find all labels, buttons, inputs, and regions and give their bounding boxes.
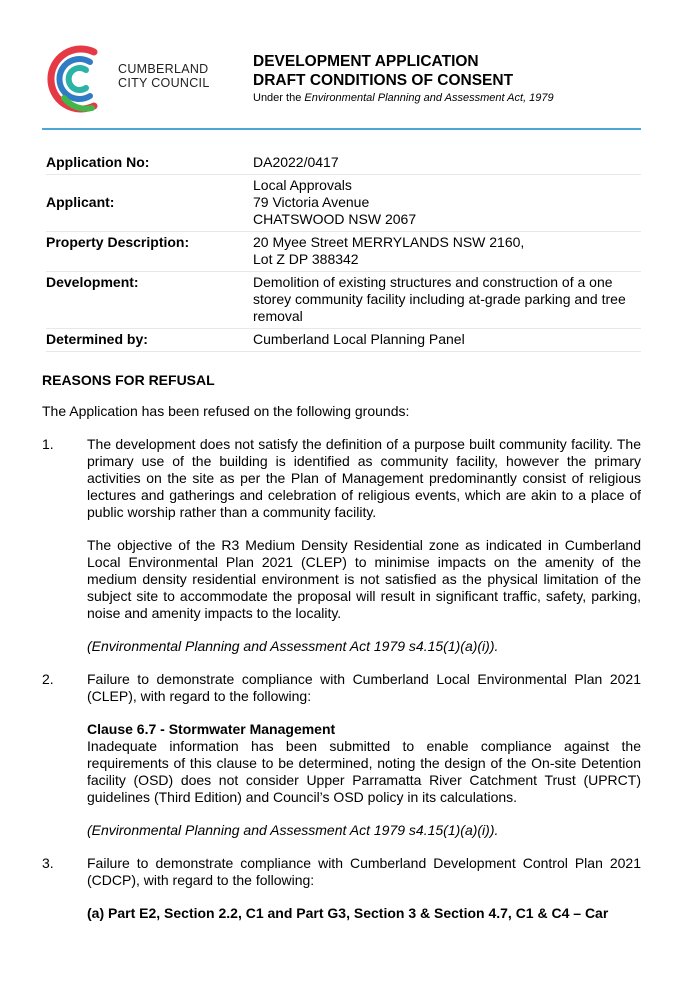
detail-row-applicant: [46, 175, 641, 232]
detail-value: DA2022/0417: [253, 154, 339, 170]
detail-row-development: [46, 272, 641, 329]
detail-label: Application No:: [46, 154, 150, 170]
reason-item-1: [42, 436, 641, 655]
reason-item-3: [42, 855, 641, 922]
subtitle: [253, 92, 554, 104]
reason-reference: (Environmental Planning and Assessment Act 1979 s4.15(1)(a)(i)).: [87, 822, 499, 838]
detail-value: Demolition of existing structures and construction of a one storey community facility including at-grade parking and tree removal: [253, 274, 626, 324]
detail-label: Property Description:: [46, 234, 190, 250]
refusal-reasons: [42, 372, 641, 938]
detail-label: Development:: [46, 274, 139, 290]
detail-value: Cumberland Local Planning Panel: [253, 331, 465, 347]
reason-number: 1.: [42, 436, 54, 452]
detail-row-determined-by: [46, 329, 641, 352]
subtitle-prefix: Under the: [253, 92, 305, 104]
reason-paragraph: Failure to demonstrate compliance with Cumberland Development Control Plan 2021 (CDCP), with regard to the following:: [87, 855, 641, 888]
logo-line-2: CITY COUNCIL: [118, 76, 210, 90]
detail-row-application-no: [46, 152, 641, 175]
clause-heading: Clause 6.7 - Stormwater Management: [87, 721, 336, 737]
header-divider: [42, 128, 641, 130]
council-logo: [46, 40, 226, 120]
reason-content: [87, 436, 641, 655]
council-logo-icon: [46, 40, 116, 118]
clause-heading: (a) Part E2, Section 2.2, C1 and Part G3, Section 3 & Section 4.7, C1 & C4 – Car: [87, 905, 609, 921]
reason-paragraph: Inadequate information has been submitted to enable compliance against the requirements of this clause to be determined, noting the design of the On-site Detention facility (OSD) does not consider Upper Parramatta River Catchment Trust (UPRCT) guidelines (Third Edition) and Council’s OSD policy in its calculations.: [87, 738, 641, 805]
title-line-1: DEVELOPMENT APPLICATION: [253, 53, 479, 70]
reason-number: 3.: [42, 855, 54, 871]
reason-number: 2.: [42, 671, 54, 687]
reason-paragraph: The objective of the R3 Medium Density Residential zone as indicated in Cumberland Local Environmental Plan 2021 (CLEP) to minimise impacts on the amenity of the medium density residential environment is not satisfied as the physical limitation of the subject site to accommodate the proposal will result in significant traffic, safety, parking, noise and amenity impacts to the locality.: [87, 537, 641, 621]
application-details: [46, 152, 641, 352]
reason-item-2: [42, 671, 641, 839]
document-titles: [253, 52, 554, 104]
detail-label: Determined by:: [46, 331, 148, 347]
detail-label: Applicant:: [46, 194, 115, 210]
reason-paragraph: Failure to demonstrate compliance with Cumberland Local Environmental Plan 2021 (CLEP), with regard to the following:: [87, 671, 641, 704]
reason-paragraph: The development does not satisfy the definition of a purpose built community facility. The primary use of the building is identified as community facility, however the primary activities on the site as per the Plan of Management predominantly consist of religious lectures and gatherings and celebration of religious events, which are akin to a place of public worship rather than a community facility.: [87, 436, 641, 520]
intro-text: The Application has been refused on the following grounds:: [42, 403, 410, 419]
reason-content: [87, 671, 641, 839]
title-line-2: DRAFT CONDITIONS OF CONSENT: [253, 72, 514, 89]
subtitle-act: Environmental Planning and Assessment Act, 1979: [304, 92, 554, 104]
logo-line-1: CUMBERLAND: [118, 62, 209, 76]
reason-reference: (Environmental Planning and Assessment Act 1979 s4.15(1)(a)(i)).: [87, 638, 499, 654]
detail-value: Local Approvals 79 Victoria Avenue CHATSWOOD NSW 2067: [253, 177, 417, 227]
detail-value: 20 Myee Street MERRYLANDS NSW 2160, Lot Z DP 388342: [253, 234, 525, 267]
council-logo-text: [118, 62, 210, 90]
section-heading: REASONS FOR REFUSAL: [42, 372, 215, 388]
detail-row-property: [46, 232, 641, 272]
document-header: [46, 38, 641, 130]
reason-content: [87, 855, 641, 922]
